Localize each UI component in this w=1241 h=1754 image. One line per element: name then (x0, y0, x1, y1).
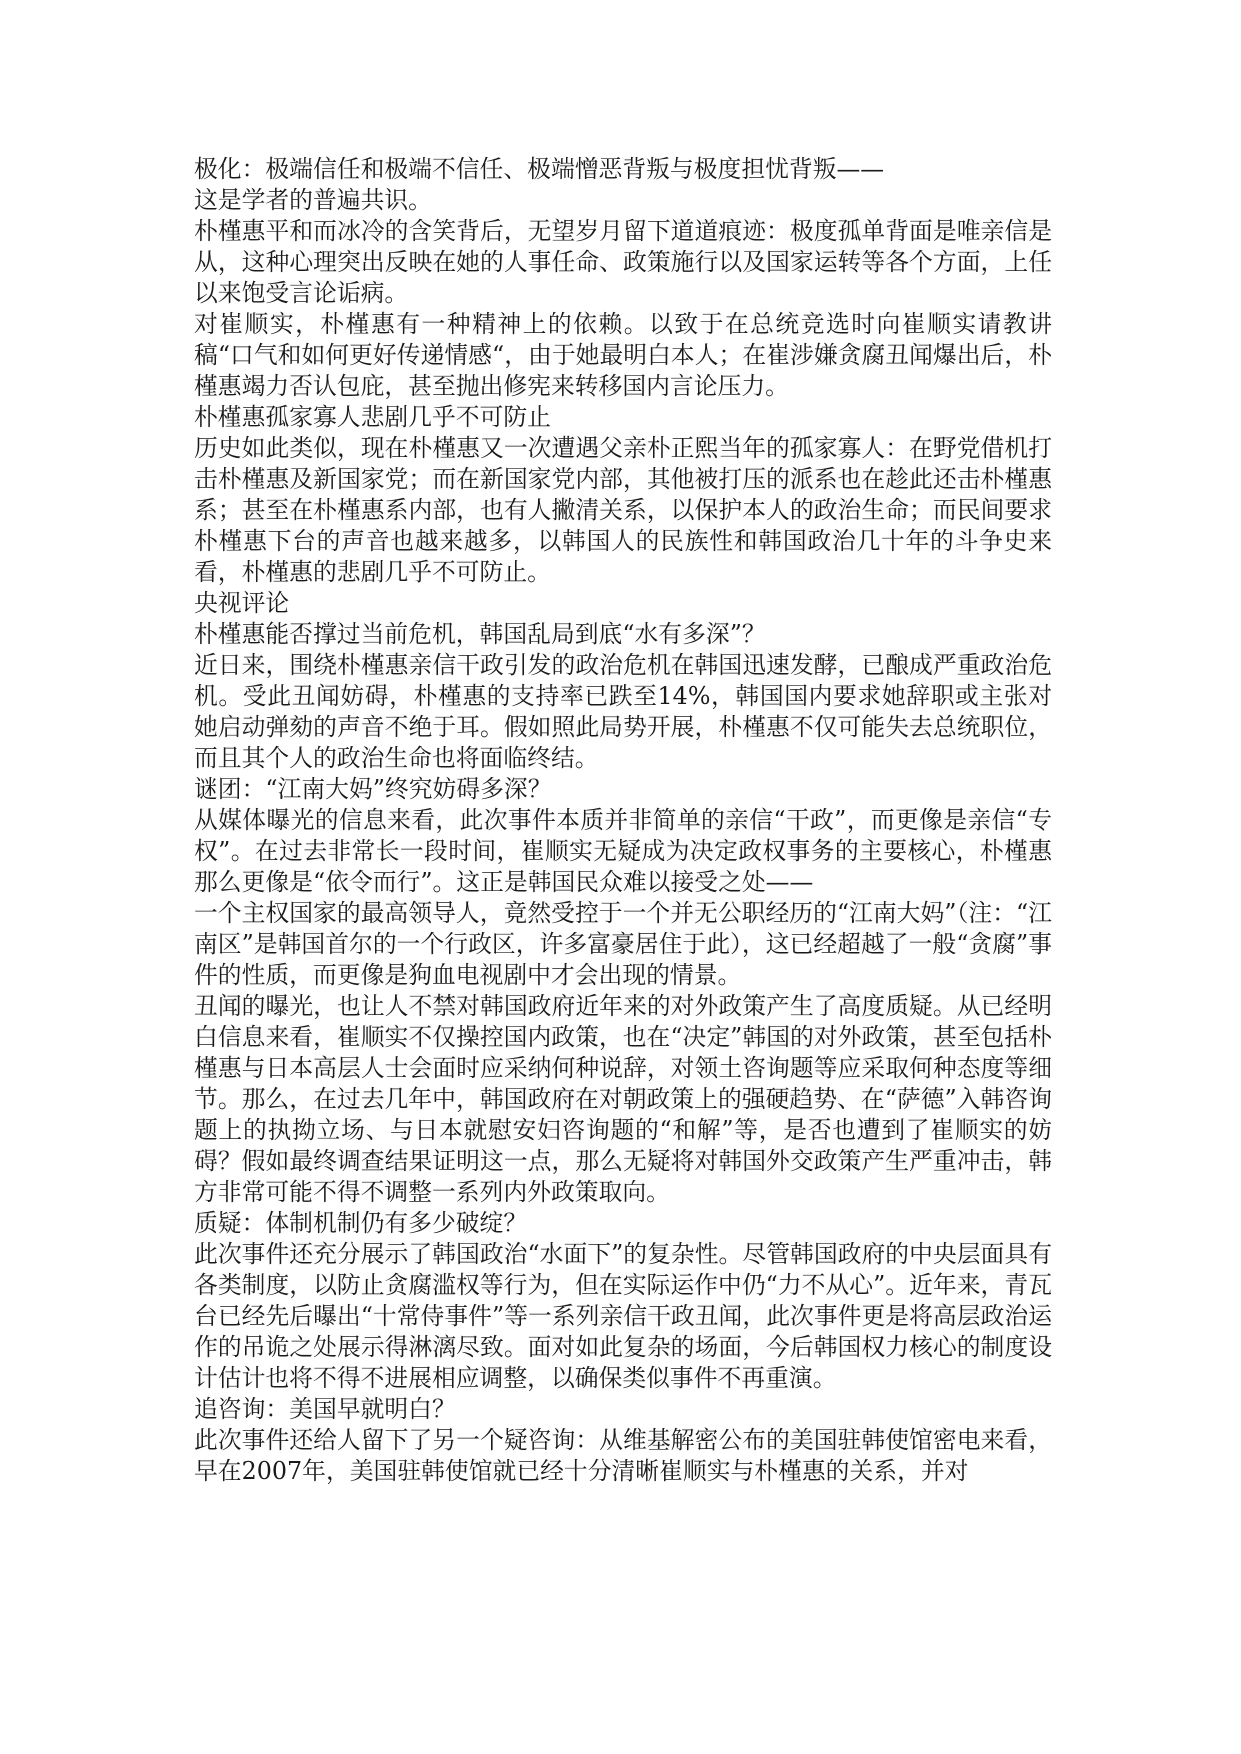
paragraph-11: 此次事件还给人留下了另一个疑咨询：从维基解密公布的美国驻韩使馆密电来看，早在2007年，美国驻韩使馆就已经十分清晰崔顺实与朴槿惠的关系，并对 (194, 1426, 1052, 1485)
paragraph-10: 此次事件还充分展示了韩国政治“水面下”的复杂性。尽管韩国政府的中央层面具有各类制度，以防止贪腐滥权等行为，但在实际运作中仍“力不从心”。近年来，青瓦台已经先后曝出“十常侍事件”等一系列亲信干政丑闻，此次事件更是将高层政治运作的吊诡之处展示得淋漓尽致。面对如此复杂的场面，今后韩国权力核心的制度设计估计也将不得不进展相应调整，以确保类似事件不再重演。 (194, 1240, 1052, 1392)
paragraph-6: 近日来，围绕朴槿惠亲信干政引发的政治危机在韩国迅速发酵，已酿成严重政治危机。受此丑闻妨碍，朴槿惠的支持率已跌至14%，韩国国内要求她辞职或主张对她启动弹劾的声音不绝于耳。假如照此局势开展，朴槿惠不仅可能失去总统职位，而且其个人的政治生命也将面临终结。 (194, 651, 1052, 772)
section-heading-cctv-commentary: 央视评论 (194, 589, 290, 617)
paragraph-3: 朴槿惠平和而冰冷的含笑背后，无望岁月留下道道痕迹：极度孤单背面是唯亲信是从，这种心理突出反映在她的人事任命、政策施行以及国家运转等各个方面，上任以来饱受言论诟病。 (194, 217, 1052, 307)
section-heading-isolation: 朴槿惠孤家寡人悲剧几乎不可防止 (194, 403, 551, 431)
paragraph-9: 丑闻的曝光，也让人不禁对韩国政府近年来的对外政策产生了高度质疑。从已经明白信息来看，崔顺实不仅操控国内政策，也在“决定”韩国的对外政策，甚至包括朴槿惠与日本高层人士会面时应采纳何种说辞，对领土咨询题等应采取何种态度等细节。那么，在过去几年中，韩国政府在对朝政策上的强硬趋势、在“萨德”入韩咨询题上的执拗立场、与日本就慰安妇咨询题的“和解”等，是否也遭到了崔顺实的妨碍？假如最终调查结果证明这一点，那么无疑将对韩国外交政策产生严重冲击，韩方非常可能不得不调整一系列内外政策取向。 (194, 992, 1052, 1206)
paragraph-5: 历史如此类似，现在朴槿惠又一次遭遇父亲朴正熙当年的孤家寡人：在野党借机打击朴槿惠及新国家党；而在新国家党内部，其他被打压的派系也在趁此还击朴槿惠系；甚至在朴槿惠系内部，也有人撇清关系，以保护本人的政治生命；而民间要求朴槿惠下台的声音也越来越多，以韩国人的民族性和韩国政治几十年的斗争史来看，朴槿惠的悲剧几乎不可防止。 (194, 434, 1052, 586)
paragraph-1: 极化：极端信任和极端不信任、极端憎恶背叛与极度担忧背叛—— (194, 155, 885, 183)
paragraph-7: 从媒体曝光的信息来看，此次事件本质并非简单的亲信“干政”，而更像是亲信“专权”。在过去非常长一段时间，崔顺实无疑成为决定政权事务的主要核心，朴槿惠那么更像是“依令而行”。这正是韩国民众难以接受之处—— (194, 806, 1052, 896)
section-heading-follow-up: 追咨询：美国早就明白？ (194, 1395, 456, 1423)
paragraph-8: 一个主权国家的最高领导人，竟然受控于一个并无公职经历的“江南大妈”（注：“江南区”是韩国首尔的一个行政区，许多富豪居住于此），这已经超越了一般“贪腐”事件的性质，而更像是狗血电视剧中才会出现的情景。 (194, 899, 1052, 989)
paragraph-2: 这是学者的普遍共识。 (194, 186, 432, 214)
document-page (194, 154, 1052, 1487)
section-heading-crisis: 朴槿惠能否撑过当前危机，韩国乱局到底“水有多深”？ (194, 620, 766, 648)
paragraph-4: 对崔顺实，朴槿惠有一种精神上的依赖。以致于在总统竞选时向崔顺实请教讲稿“口气和如何更好传递情感“，由于她最明白本人；在崔涉嫌贪腐丑闻爆出后，朴槿惠竭力否认包庇，甚至抛出修宪来转移国内言论压力。 (194, 310, 1052, 400)
section-heading-question: 质疑：体制机制仍有多少破绽？ (194, 1209, 528, 1237)
section-heading-mystery: 谜团：“江南大妈”终究妨碍多深？ (194, 775, 552, 803)
